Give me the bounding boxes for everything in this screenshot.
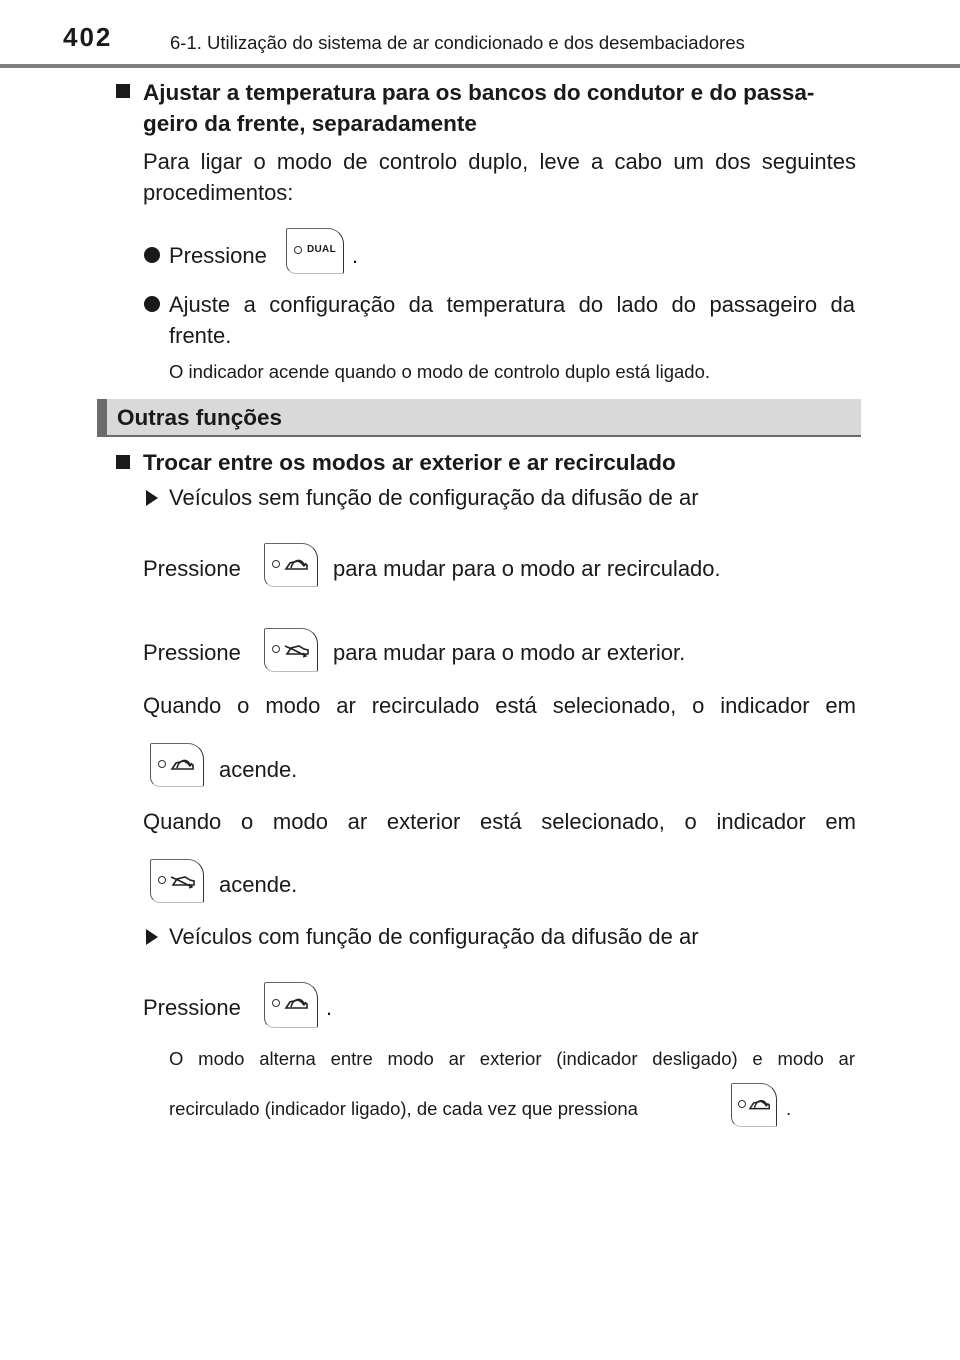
recirculation-car-icon (748, 1095, 772, 1113)
outside-press-text: Pressione (143, 640, 241, 665)
outside-air-car-icon (170, 871, 196, 889)
air-sub1: Veículos sem função de configuração da difusão de ar (169, 485, 699, 510)
air-recirculation-button-icon (150, 743, 204, 787)
recirculation-car-icon (170, 755, 196, 773)
bullet-dot-icon (144, 296, 160, 312)
header-rule (0, 64, 960, 68)
dual-note: O indicador acende quando o modo de controlo duplo está ligado. (169, 361, 710, 382)
air-recirculation-button-icon (264, 982, 318, 1028)
press-period: . (326, 995, 333, 1020)
indicator-led-icon (272, 999, 280, 1007)
outside-indicator-after: acende. (219, 872, 298, 897)
recirculation-car-icon (284, 994, 310, 1012)
bullet1-period: . (352, 243, 359, 268)
air-sub2: Veículos com função de configuração da difusão de ar (169, 924, 699, 949)
press-text: Pressione (143, 995, 241, 1020)
bullet2-line2: frente. (169, 323, 232, 348)
bullet1-text: Pressione (169, 243, 267, 268)
indicator-led-icon (738, 1100, 746, 1108)
air-recirculation-button-icon (731, 1083, 777, 1127)
dual-heading-line2: geiro da frente, separadamente (143, 111, 477, 136)
section-title: Outras funções (117, 405, 283, 430)
toggle-note-period: . (786, 1098, 792, 1119)
outside-result-text: para mudar para o modo ar exterior. (333, 640, 686, 665)
dual-key-label: DUAL (307, 244, 336, 255)
air-heading: Trocar entre os modos ar exterior e ar recirculado (143, 450, 676, 475)
outside-air-car-icon (284, 640, 310, 658)
outside-air-button-icon (264, 628, 318, 672)
recirc-indicator-line1: Quando o modo ar recirculado está selecionado, o indicador em (143, 693, 856, 718)
indicator-led-icon (272, 560, 280, 568)
bullet2-line1: Ajuste a configuração da temperatura do lado do passageiro da (169, 292, 855, 317)
dual-intro-line1: Para ligar o modo de controlo duplo, leve a cabo um dos seguintes (143, 149, 856, 174)
dual-button-icon (286, 228, 344, 274)
subsection-triangle-icon (146, 929, 158, 945)
heading-square-icon (116, 455, 130, 469)
subsection-triangle-icon (146, 490, 158, 506)
indicator-led-icon (294, 246, 302, 254)
indicator-led-icon (158, 760, 166, 768)
toggle-note-line1: O modo alterna entre modo ar exterior (indicador desligado) e modo ar (169, 1048, 855, 1069)
page-number: 402 (63, 22, 113, 52)
outside-indicator-line1: Quando o modo ar exterior está selecionado, o indicador em (143, 809, 856, 834)
recirc-press-text: Pressione (143, 556, 241, 581)
indicator-led-icon (158, 876, 166, 884)
dual-intro-line2: procedimentos: (143, 180, 294, 205)
toggle-note-line2: recirculado (indicador ligado), de cada vez que pressiona (169, 1098, 638, 1119)
recirc-indicator-after: acende. (219, 757, 298, 782)
running-head: 6-1. Utilização do sistema de ar condicionado e dos desembaciadores (170, 32, 745, 53)
recirc-result-text: para mudar para o modo ar recirculado. (333, 556, 721, 581)
heading-square-icon (116, 84, 130, 98)
indicator-led-icon (272, 645, 280, 653)
dual-heading-line1: Ajustar a temperatura para os bancos do condutor e do passa- (143, 80, 815, 105)
recirculation-car-icon (284, 555, 310, 573)
bullet-dot-icon (144, 247, 160, 263)
air-recirculation-button-icon (264, 543, 318, 587)
outside-air-button-icon (150, 859, 204, 903)
